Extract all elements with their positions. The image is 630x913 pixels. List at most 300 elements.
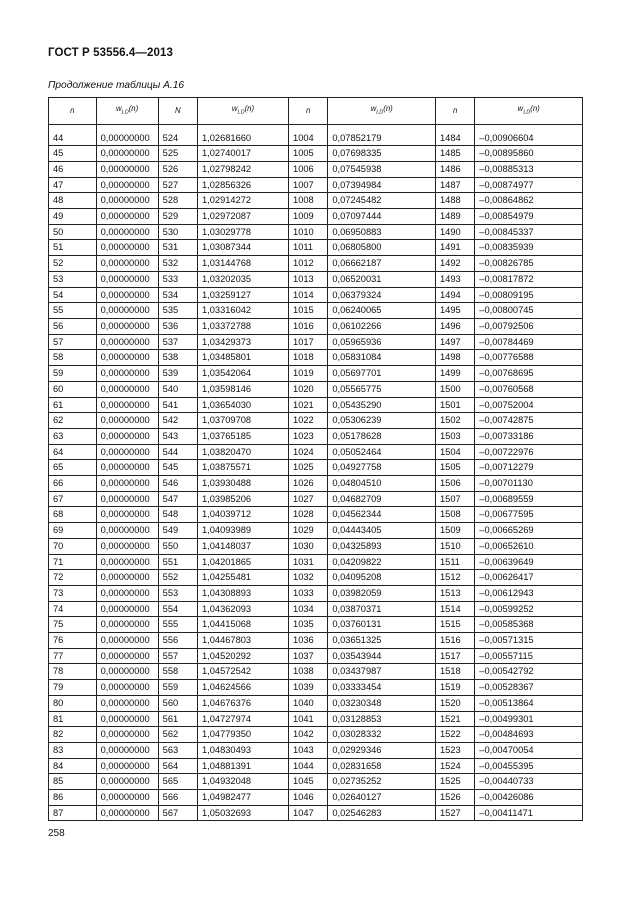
table-cell: 1,04779350 <box>197 727 288 743</box>
table-cell: 527 <box>158 177 197 193</box>
table-cell: 0,00000000 <box>96 711 158 727</box>
table-cell: 1037 <box>289 648 328 664</box>
table-cell: 47 <box>49 177 97 193</box>
table-cell: 0,07698335 <box>328 146 436 162</box>
table-cell: 57 <box>49 334 97 350</box>
table-cell: 0,06520031 <box>328 271 436 287</box>
table-cell: 0,00000000 <box>96 790 158 806</box>
table-cell: 81 <box>49 711 97 727</box>
table-cell: 1021 <box>289 397 328 413</box>
table-cell: 1,03259127 <box>197 287 288 303</box>
table-row <box>49 381 583 397</box>
column-header-argument: (n) <box>530 104 540 113</box>
table-cell: 1,02740017 <box>197 146 288 162</box>
table-cell: 51 <box>49 240 97 256</box>
table-cell: 1496 <box>435 318 474 334</box>
table-cell: 1033 <box>289 585 328 601</box>
table-cell: 526 <box>158 161 197 177</box>
table-cell: 0,06805800 <box>328 240 436 256</box>
table-cell: 1009 <box>289 209 328 225</box>
table-row <box>49 256 583 272</box>
table-cell: 528 <box>158 193 197 209</box>
table-row <box>49 523 583 539</box>
table-cell: 76 <box>49 633 97 649</box>
table-cell: 1505 <box>435 460 474 476</box>
table-cell: 0,00000000 <box>96 585 158 601</box>
table-cell: 1041 <box>289 711 328 727</box>
page-number: 258 <box>48 828 65 839</box>
table-cell: 1513 <box>435 585 474 601</box>
table-cell: 1031 <box>289 554 328 570</box>
table-cell: 80 <box>49 695 97 711</box>
column-header-symbol: n <box>306 105 311 115</box>
table-cell: 555 <box>158 617 197 633</box>
table-cell: 1,04982477 <box>197 790 288 806</box>
table-cell: 0,07545938 <box>328 161 436 177</box>
table-cell: 1517 <box>435 648 474 664</box>
table-row <box>49 240 583 256</box>
table-row <box>49 711 583 727</box>
table-cell: 1510 <box>435 538 474 554</box>
table-cell: 0,05565775 <box>328 381 436 397</box>
table-cell: 542 <box>158 413 197 429</box>
table-cell: –0,00701130 <box>475 476 583 492</box>
table-cell: 545 <box>158 460 197 476</box>
table-cell: 1,04362093 <box>197 601 288 617</box>
table-cell: 0,00000000 <box>96 460 158 476</box>
table-cell: 1,03372788 <box>197 318 288 334</box>
table-cell: 549 <box>158 523 197 539</box>
table-cell: 1,03930488 <box>197 476 288 492</box>
table-cell: 0,00000000 <box>96 570 158 586</box>
table-container <box>48 97 583 821</box>
table-cell: 62 <box>49 413 97 429</box>
table-cell: 0,00000000 <box>96 224 158 240</box>
table-cell: 1512 <box>435 570 474 586</box>
table-cell: 67 <box>49 491 97 507</box>
table-cell: 557 <box>158 648 197 664</box>
table-cell: –0,00585368 <box>475 617 583 633</box>
column-header <box>49 98 97 125</box>
column-header-subscript: LD <box>237 109 245 116</box>
column-header-argument: (n) <box>383 104 393 113</box>
table-row <box>49 601 583 617</box>
table-cell: 1503 <box>435 428 474 444</box>
table-row <box>49 742 583 758</box>
table-cell: 0,00000000 <box>96 287 158 303</box>
table-cell: 0,00000000 <box>96 131 158 146</box>
table-cell: 0,03230348 <box>328 695 436 711</box>
table-cell: 1043 <box>289 742 328 758</box>
table-cell: 567 <box>158 805 197 821</box>
table-cell: 0,00000000 <box>96 491 158 507</box>
table-cell: 0,04927758 <box>328 460 436 476</box>
table-cell: 1,04727974 <box>197 711 288 727</box>
table-cell: 0,00000000 <box>96 146 158 162</box>
table-cell: 0,07852179 <box>328 131 436 146</box>
column-header-symbol: w <box>370 104 377 113</box>
table-cell: 1007 <box>289 177 328 193</box>
table-cell: 1514 <box>435 601 474 617</box>
table-cell: 1486 <box>435 161 474 177</box>
table-cell: 45 <box>49 146 97 162</box>
table-cell: 0,04095208 <box>328 570 436 586</box>
table-cell: –0,00809195 <box>475 287 583 303</box>
table-cell: 60 <box>49 381 97 397</box>
table-cell: 0,03543944 <box>328 648 436 664</box>
table-cell: 0,00000000 <box>96 554 158 570</box>
table-cell: 1487 <box>435 177 474 193</box>
table-cell: 50 <box>49 224 97 240</box>
column-header <box>475 98 583 125</box>
table-cell: 1,03765185 <box>197 428 288 444</box>
table-cell: 1,04201865 <box>197 554 288 570</box>
table-cell: 550 <box>158 538 197 554</box>
table-cell: 1018 <box>289 350 328 366</box>
table-cell: 0,00000000 <box>96 350 158 366</box>
table-cell: 0,02546283 <box>328 805 436 821</box>
table-row <box>49 538 583 554</box>
table-cell: 1511 <box>435 554 474 570</box>
table-cell: 0,00000000 <box>96 617 158 633</box>
table-cell: 1522 <box>435 727 474 743</box>
table-cell: 1498 <box>435 350 474 366</box>
table-cell: 1,03087344 <box>197 240 288 256</box>
table-cell: 1,04932048 <box>197 774 288 790</box>
table-cell: 1045 <box>289 774 328 790</box>
table-cell: 535 <box>158 303 197 319</box>
table-cell: 534 <box>158 287 197 303</box>
table-cell: 0,00000000 <box>96 318 158 334</box>
table-cell: 72 <box>49 570 97 586</box>
table-cell: 0,00000000 <box>96 727 158 743</box>
table-row <box>49 444 583 460</box>
table-cell: 0,00000000 <box>96 805 158 821</box>
table-cell: –0,00874977 <box>475 177 583 193</box>
table-cell: 1,03316042 <box>197 303 288 319</box>
table-cell: 1020 <box>289 381 328 397</box>
table-cell: 1488 <box>435 193 474 209</box>
table-cell: 79 <box>49 680 97 696</box>
table-cell: 0,00000000 <box>96 334 158 350</box>
table-cell: 0,04562344 <box>328 507 436 523</box>
table-cell: 0,00000000 <box>96 256 158 272</box>
table-cell: 0,00000000 <box>96 742 158 758</box>
table-cell: 559 <box>158 680 197 696</box>
table-cell: 1,03654030 <box>197 397 288 413</box>
table-row <box>49 287 583 303</box>
table-cell: 563 <box>158 742 197 758</box>
table-cell: 71 <box>49 554 97 570</box>
table-row <box>49 633 583 649</box>
table-cell: 1034 <box>289 601 328 617</box>
table-cell: –0,00752004 <box>475 397 583 413</box>
table-cell: 1042 <box>289 727 328 743</box>
table-cell: –0,00411471 <box>475 805 583 821</box>
table-cell: 561 <box>158 711 197 727</box>
table-row <box>49 617 583 633</box>
table-cell: 0,05831084 <box>328 350 436 366</box>
table-row <box>49 428 583 444</box>
table-cell: 1509 <box>435 523 474 539</box>
table-cell: 1,03709708 <box>197 413 288 429</box>
table-cell: 1,02798242 <box>197 161 288 177</box>
table-cell: 0,00000000 <box>96 648 158 664</box>
table-cell: 564 <box>158 758 197 774</box>
table-cell: 558 <box>158 664 197 680</box>
table-cell: 1,05032693 <box>197 805 288 821</box>
table-cell: 1,04830493 <box>197 742 288 758</box>
table-cell: –0,00792506 <box>475 318 583 334</box>
table-cell: 1,04520292 <box>197 648 288 664</box>
table-row <box>49 491 583 507</box>
table-cell: 1011 <box>289 240 328 256</box>
table-cell: 1526 <box>435 790 474 806</box>
table-cell: 58 <box>49 350 97 366</box>
table-cell: 0,07245482 <box>328 193 436 209</box>
table-cell: –0,00864862 <box>475 193 583 209</box>
table-cell: –0,00612943 <box>475 585 583 601</box>
table-cell: 532 <box>158 256 197 272</box>
table-cell: –0,00760568 <box>475 381 583 397</box>
column-header-subscript: LD <box>376 109 384 116</box>
table-cell: –0,00733186 <box>475 428 583 444</box>
table-cell: 1523 <box>435 742 474 758</box>
table-cell: 46 <box>49 161 97 177</box>
table-cell: 565 <box>158 774 197 790</box>
table-cell: 55 <box>49 303 97 319</box>
table-cell: 61 <box>49 397 97 413</box>
table-cell: –0,00895860 <box>475 146 583 162</box>
table-cell: 556 <box>158 633 197 649</box>
table-cell: 541 <box>158 397 197 413</box>
table-cell: 1012 <box>289 256 328 272</box>
table-cell: –0,00784469 <box>475 334 583 350</box>
table-caption: Продолжение таблицы А.16 <box>48 80 185 91</box>
table-cell: 1,04881391 <box>197 758 288 774</box>
table-cell: –0,00484693 <box>475 727 583 743</box>
table-cell: 0,00000000 <box>96 161 158 177</box>
table-cell: 539 <box>158 366 197 382</box>
table-row <box>49 790 583 806</box>
table-cell: 48 <box>49 193 97 209</box>
table-cell: 0,04804510 <box>328 476 436 492</box>
table-cell: 0,00000000 <box>96 209 158 225</box>
table-cell: –0,00499301 <box>475 711 583 727</box>
table-row <box>49 585 583 601</box>
table-cell: 1008 <box>289 193 328 209</box>
table-cell: 74 <box>49 601 97 617</box>
table-cell: 54 <box>49 287 97 303</box>
table-row <box>49 570 583 586</box>
table-cell: 0,00000000 <box>96 507 158 523</box>
table-cell: –0,00800745 <box>475 303 583 319</box>
column-header-symbol: N <box>175 105 181 115</box>
table-cell: 1,03202035 <box>197 271 288 287</box>
table-cell: 554 <box>158 601 197 617</box>
table-cell: –0,00542792 <box>475 664 583 680</box>
table-cell: 1040 <box>289 695 328 711</box>
column-header <box>197 98 288 125</box>
table-cell: 1035 <box>289 617 328 633</box>
table-cell: 0,00000000 <box>96 680 158 696</box>
table-cell: 0,06662187 <box>328 256 436 272</box>
table-cell: 75 <box>49 617 97 633</box>
document-header: ГОСТ Р 53556.4—2013 <box>48 47 173 59</box>
table-cell: 0,00000000 <box>96 428 158 444</box>
table-cell: 1026 <box>289 476 328 492</box>
table-row <box>49 350 583 366</box>
table-cell: 1501 <box>435 397 474 413</box>
table-cell: 1493 <box>435 271 474 287</box>
table-cell: 1027 <box>289 491 328 507</box>
table-cell: 0,04325893 <box>328 538 436 554</box>
table-cell: 1504 <box>435 444 474 460</box>
table-cell: 0,05306239 <box>328 413 436 429</box>
table-row <box>49 131 583 146</box>
table-cell: 0,05697701 <box>328 366 436 382</box>
table-cell: –0,00845337 <box>475 224 583 240</box>
table-cell: 1,04676376 <box>197 695 288 711</box>
table-cell: 540 <box>158 381 197 397</box>
column-header <box>435 98 474 125</box>
table-row <box>49 334 583 350</box>
table-cell: 1044 <box>289 758 328 774</box>
table-row <box>49 680 583 696</box>
table-cell: –0,00455395 <box>475 758 583 774</box>
table-cell: 1,04415068 <box>197 617 288 633</box>
table-cell: –0,00722976 <box>475 444 583 460</box>
table-cell: 0,02640127 <box>328 790 436 806</box>
table-cell: –0,00712279 <box>475 460 583 476</box>
table-cell: 1525 <box>435 774 474 790</box>
table-cell: 0,00000000 <box>96 695 158 711</box>
table-cell: 68 <box>49 507 97 523</box>
table-cell: 1039 <box>289 680 328 696</box>
table-cell: 1,04039712 <box>197 507 288 523</box>
table-cell: 1004 <box>289 131 328 146</box>
table-row <box>49 554 583 570</box>
table-cell: 1015 <box>289 303 328 319</box>
table-cell: 1502 <box>435 413 474 429</box>
table-cell: 1484 <box>435 131 474 146</box>
table-cell: 544 <box>158 444 197 460</box>
table-row <box>49 805 583 821</box>
table-row <box>49 507 583 523</box>
table-cell: 1,03429373 <box>197 334 288 350</box>
table-cell: 1490 <box>435 224 474 240</box>
table-row <box>49 209 583 225</box>
column-header <box>289 98 328 125</box>
table-cell: 84 <box>49 758 97 774</box>
table-cell: 1028 <box>289 507 328 523</box>
table-cell: –0,00440733 <box>475 774 583 790</box>
table-row <box>49 146 583 162</box>
table-cell: 1,03029778 <box>197 224 288 240</box>
table-cell: 0,00000000 <box>96 601 158 617</box>
table-cell: 536 <box>158 318 197 334</box>
table-row <box>49 271 583 287</box>
table-cell: 0,02735252 <box>328 774 436 790</box>
table-cell: 531 <box>158 240 197 256</box>
table-cell: –0,00626417 <box>475 570 583 586</box>
table-cell: 1025 <box>289 460 328 476</box>
table-cell: 59 <box>49 366 97 382</box>
table-cell: 77 <box>49 648 97 664</box>
table-row <box>49 318 583 334</box>
table-cell: 1,04467803 <box>197 633 288 649</box>
table-cell: 87 <box>49 805 97 821</box>
column-header-argument: (n) <box>244 104 255 113</box>
table-cell: –0,00826785 <box>475 256 583 272</box>
table-cell: –0,00639649 <box>475 554 583 570</box>
table-cell: 70 <box>49 538 97 554</box>
table-cell: 0,07394984 <box>328 177 436 193</box>
table-cell: 1029 <box>289 523 328 539</box>
table-cell: 553 <box>158 585 197 601</box>
table-cell: 1,03875571 <box>197 460 288 476</box>
table-cell: 0,00000000 <box>96 303 158 319</box>
table-cell: –0,00885313 <box>475 161 583 177</box>
table-cell: 538 <box>158 350 197 366</box>
table-cell: 0,03333454 <box>328 680 436 696</box>
table-cell: 1005 <box>289 146 328 162</box>
table-cell: 86 <box>49 790 97 806</box>
table-cell: 0,06379324 <box>328 287 436 303</box>
table-cell: 537 <box>158 334 197 350</box>
table-cell: 1497 <box>435 334 474 350</box>
table-cell: 1,04308893 <box>197 585 288 601</box>
table-cell: 69 <box>49 523 97 539</box>
table-row <box>49 224 583 240</box>
table-cell: 0,05178628 <box>328 428 436 444</box>
table-cell: 1,02856326 <box>197 177 288 193</box>
table-cell: 1,04624566 <box>197 680 288 696</box>
table-cell: 0,03982059 <box>328 585 436 601</box>
table-cell: 73 <box>49 585 97 601</box>
column-header-argument: (n) <box>128 104 139 113</box>
data-table <box>48 97 583 821</box>
table-cell: 0,00000000 <box>96 177 158 193</box>
table-cell: 0,00000000 <box>96 476 158 492</box>
table-cell: –0,00854979 <box>475 209 583 225</box>
table-cell: 1491 <box>435 240 474 256</box>
table-cell: –0,00528367 <box>475 680 583 696</box>
table-cell: 1,02914272 <box>197 193 288 209</box>
table-cell: 1010 <box>289 224 328 240</box>
table-cell: 0,00000000 <box>96 271 158 287</box>
table-cell: 529 <box>158 209 197 225</box>
table-cell: 1036 <box>289 633 328 649</box>
table-cell: 1499 <box>435 366 474 382</box>
table-cell: 53 <box>49 271 97 287</box>
table-row <box>49 648 583 664</box>
table-cell: 547 <box>158 491 197 507</box>
table-cell: 56 <box>49 318 97 334</box>
table-cell: –0,00557115 <box>475 648 583 664</box>
table-cell: 78 <box>49 664 97 680</box>
table-cell: 66 <box>49 476 97 492</box>
column-header-symbol: w <box>231 104 238 113</box>
table-cell: –0,00513864 <box>475 695 583 711</box>
table-cell: 0,03437987 <box>328 664 436 680</box>
table-row <box>49 177 583 193</box>
table-cell: 1521 <box>435 711 474 727</box>
table-cell: 0,00000000 <box>96 240 158 256</box>
table-row <box>49 193 583 209</box>
table-cell: 1,04255481 <box>197 570 288 586</box>
table-cell: 0,00000000 <box>96 758 158 774</box>
